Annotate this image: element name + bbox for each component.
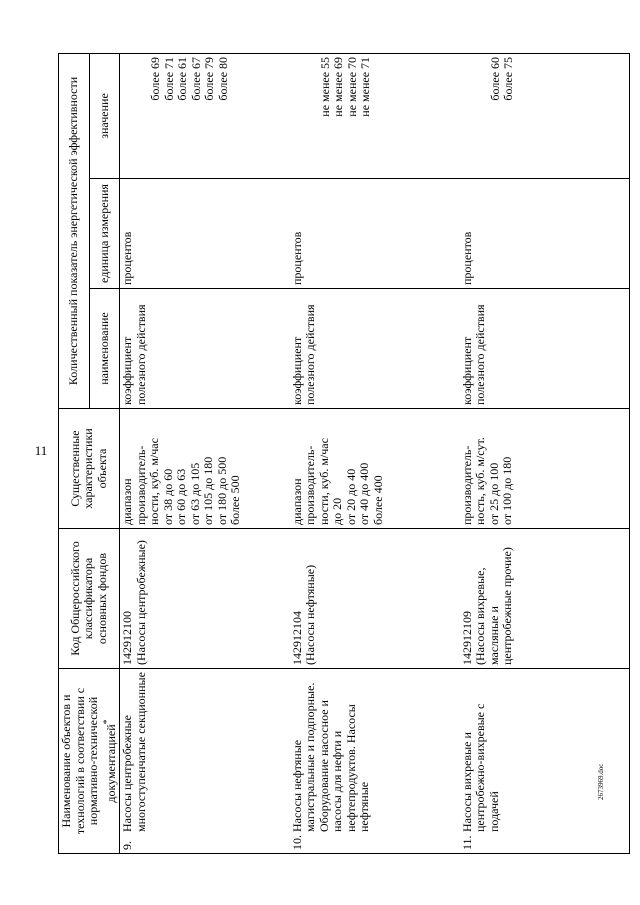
row-number: 10. [289, 835, 304, 850]
rotated-table-container [58, 54, 588, 854]
header-name: Наименование объектов и технологий в соответствии с нормативно-технической документацией* [59, 669, 120, 854]
row-values: более 69 более 71 более 61 более 67 более 79 более 80 [120, 53, 290, 178]
header-indicator: Количественный показатель энергетической эффективности [59, 53, 90, 408]
row-code-desc: (Насосы вихревые, масляные и центробежные прочие) [473, 547, 514, 665]
row-code-desc: (Насосы нефтяные) [303, 564, 317, 665]
row-features: диапазон производитель- ности, куб. м/час от 38 до 60 от 60 до 63 от 63 до 105 от 105 до 180 от 180 до 500 более 500 [120, 409, 290, 529]
row-unit: процентов [120, 179, 290, 289]
row-name: Насосы вихревые и центробежно-вихревые с подачей [459, 703, 501, 832]
row-values: не менее 55 не менее 69 не менее 70 не менее 71 [290, 53, 460, 178]
header-indicator-name: наименование [89, 289, 120, 409]
row-number: 9. [120, 841, 134, 850]
row-code: 142912109 [459, 611, 474, 665]
row-values: более 60 более 75 [460, 53, 630, 178]
row-features: диапазон производитель- ности, куб. м/час до 20 от 20 до 40 от 40 до 400 более 400 [290, 409, 460, 529]
row-number: 11. [459, 835, 474, 850]
row-indicator-name: коэффициент полезного действия [290, 289, 460, 409]
row-unit: процентов [290, 179, 460, 289]
document-filename: 2673969.doc [597, 763, 605, 800]
row-features: производитель- ность, куб. м/сут. от 25 до 100 от 100 до 180 [460, 409, 630, 529]
efficiency-table [58, 53, 630, 854]
row-code: 142912104 [289, 611, 304, 665]
row-code: 142912100 [120, 611, 134, 665]
table-row [120, 53, 290, 853]
row-unit: процентов [460, 179, 630, 289]
header-features: Существенные характеристики объекта [59, 409, 120, 529]
header-code: Код Общероссийского классификатора основных фондов [59, 529, 120, 669]
header-indicator-value: значение [89, 53, 120, 178]
header-indicator-unit: единица измерения [89, 179, 120, 289]
row-indicator-name: коэффициент полезного действия [120, 289, 290, 409]
row-name: Насосы центробежные многоступенчатые секционные [120, 672, 148, 832]
table-row [460, 53, 630, 853]
row-code-desc: (Насосы центробежные) [133, 540, 148, 665]
row-indicator-name: коэффициент полезного действия [460, 289, 630, 409]
row-name: Насосы нефтяные магистральные и подпорные. Оборудование насосное и насосы для нефти и нефтепродуктов. Насосы нефтяные [289, 682, 371, 832]
page-number: 11 [34, 443, 48, 458]
table-row [290, 53, 460, 853]
